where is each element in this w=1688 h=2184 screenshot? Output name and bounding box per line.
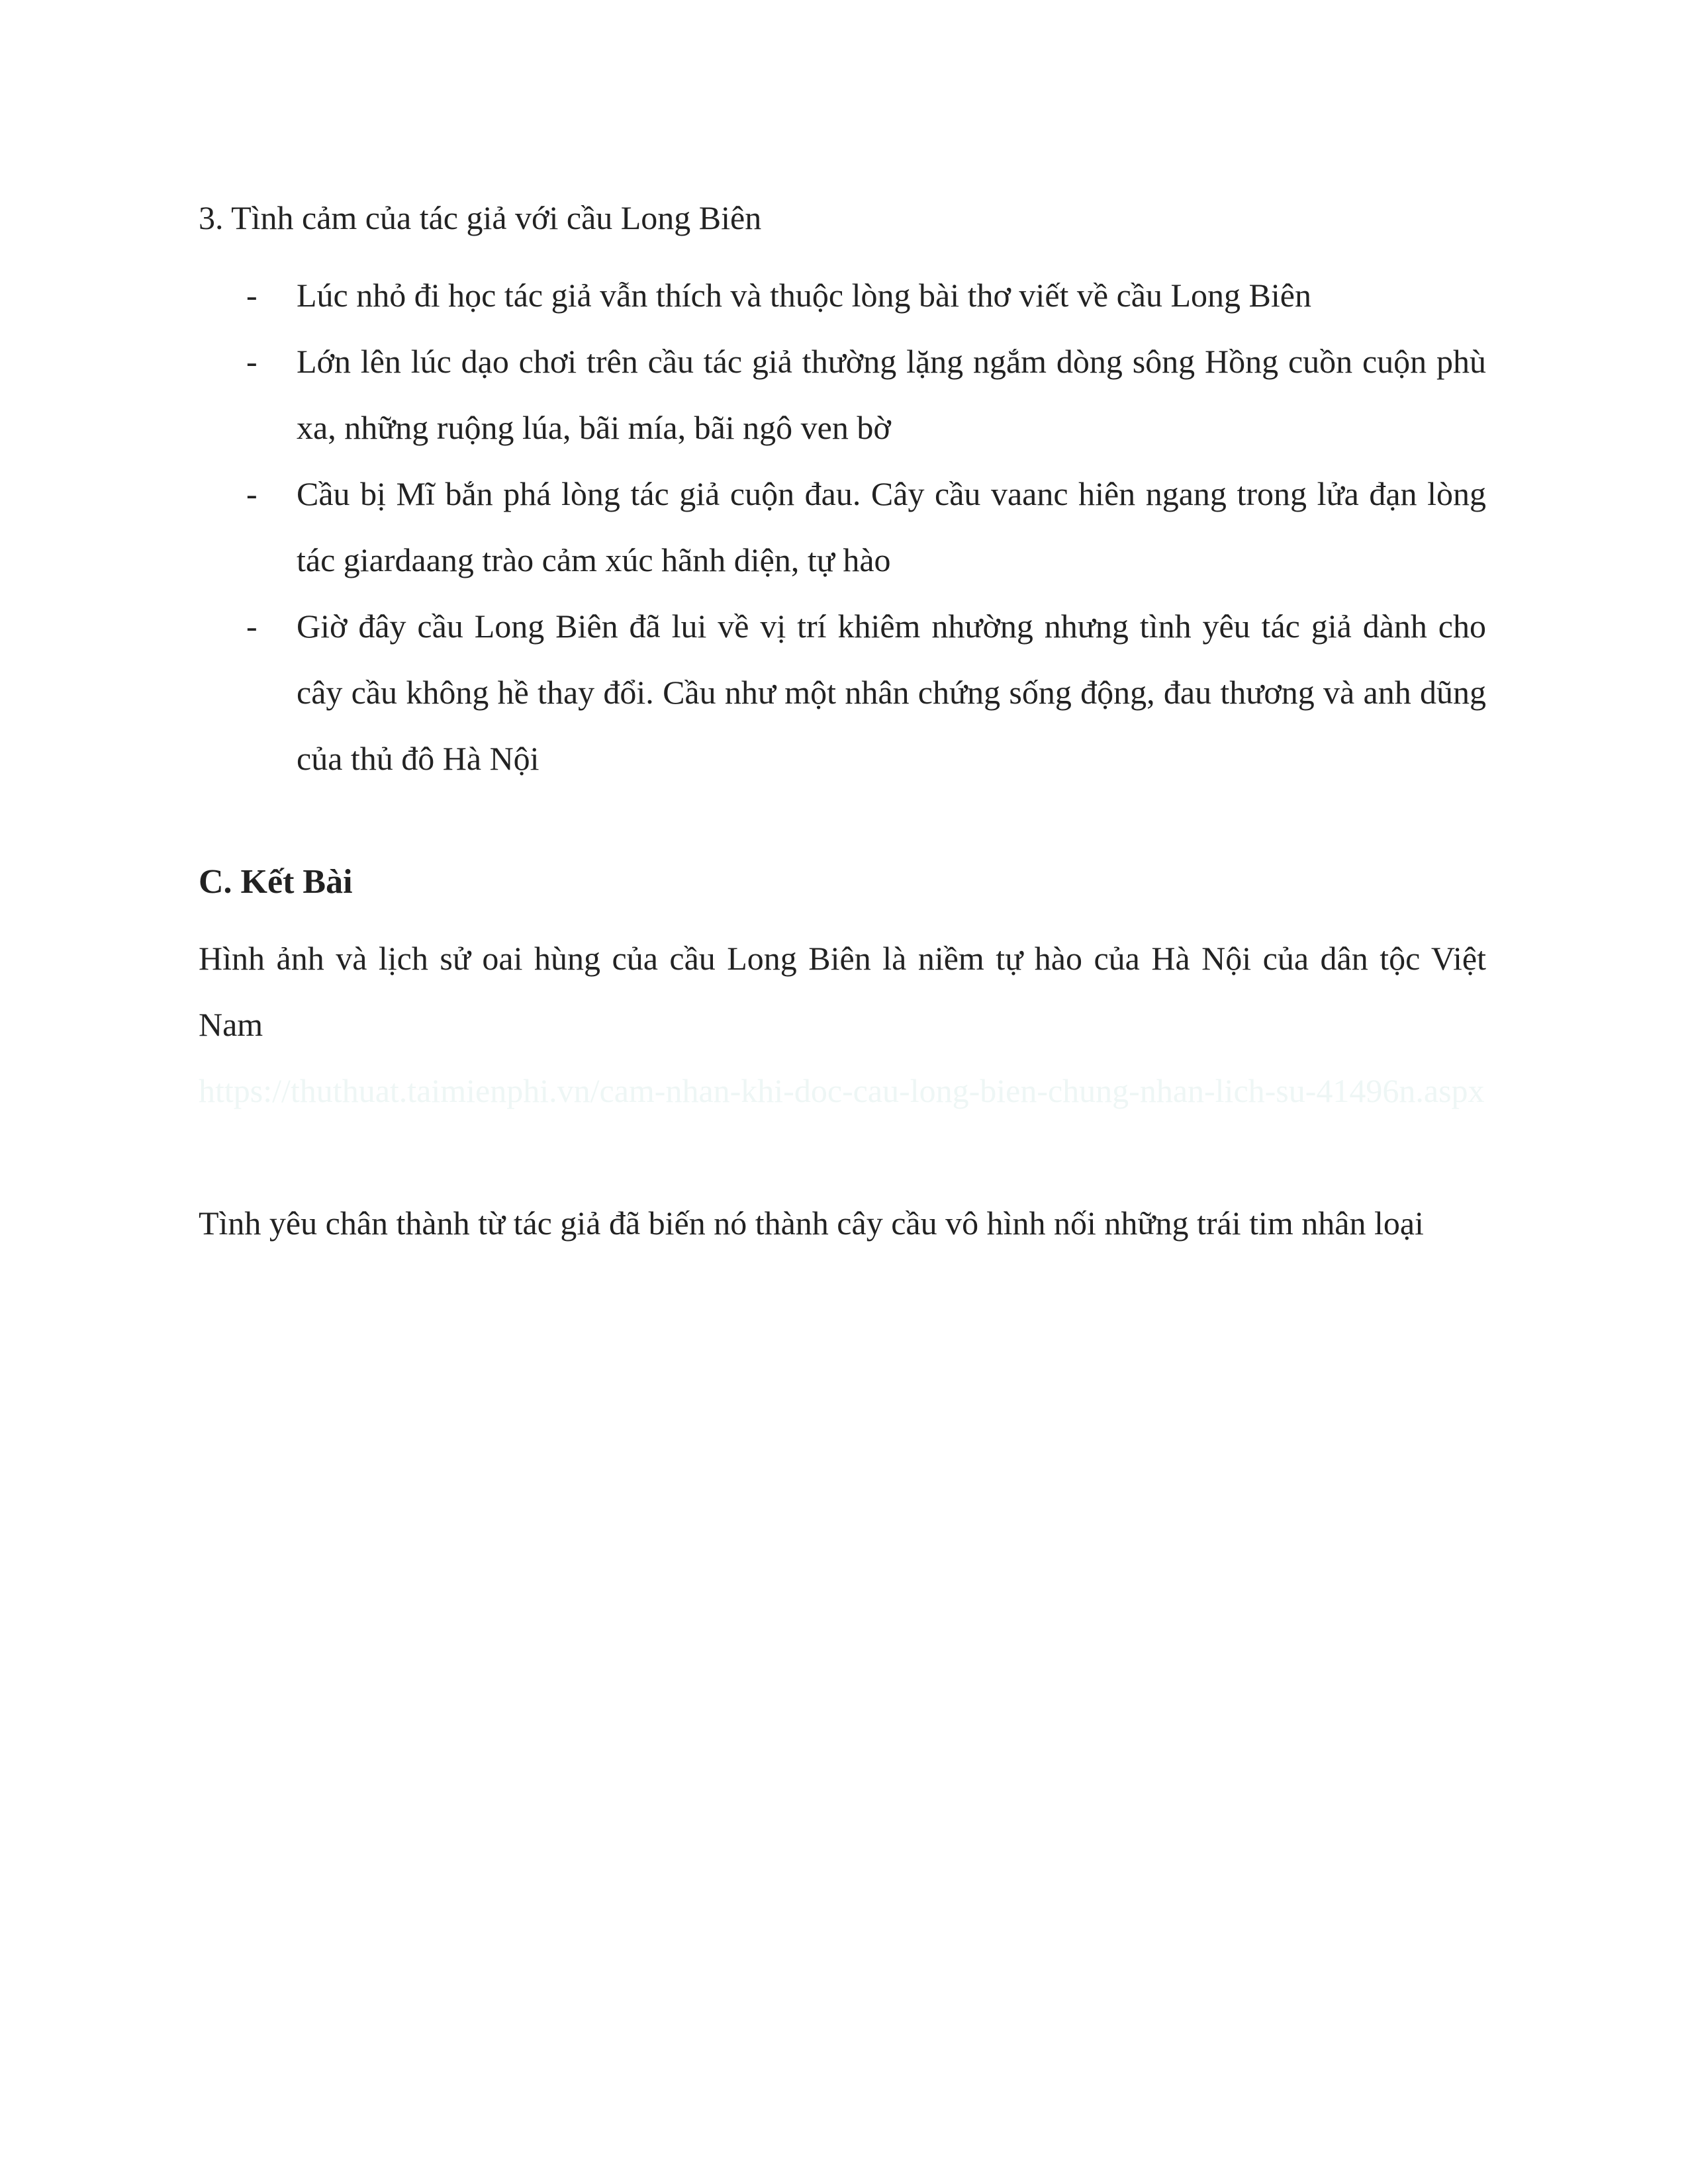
- document-page: [199, 0, 1486, 2184]
- list-item: [199, 328, 1486, 461]
- list-item-text: Lớn lên lúc dạo chơi trên cầu tác giả thường lặng ngắm dòng sông Hồng cuồn cuộn phù xa, những ruộng lúa, bãi mía, bãi ngô ven bờ: [297, 343, 1486, 446]
- list-item-text: Giờ đây cầu Long Biên đã lui về vị trí khiêm nhường nhưng tình yêu tác giả dành cho cây cầu không hề thay đổi. Cầu như một nhân chứng sống động, đau thương và anh dũng của thủ đô Hà Nội: [297, 608, 1486, 777]
- list-item: [199, 461, 1486, 593]
- dash-marker: -: [246, 608, 258, 645]
- dash-marker: -: [246, 343, 258, 380]
- section-title: 3. Tình cảm của tác giả với cầu Long Biên: [199, 199, 762, 236]
- list-item-text: Lúc nhỏ đi học tác giả vẫn thích và thuộc lòng bài thơ viết về cầu Long Biên: [297, 277, 1311, 314]
- list-item-text: Cầu bị Mĩ bắn phá lòng tác giả cuộn đau. Cây cầu vaanc hiên ngang trong lửa đạn lòng tác giardaang trào cảm xúc hãnh diện, tự hào: [297, 475, 1486, 578]
- list-item: [199, 593, 1486, 792]
- closing-paragraph: Tình yêu chân thành từ tác giả đã biến nó thành cây cầu vô hình nối những trái tim nhân loại: [199, 1205, 1424, 1242]
- dash-marker: -: [246, 277, 258, 314]
- bullet-list: [199, 262, 1486, 792]
- list-item: [199, 262, 1486, 328]
- conclusion-paragraph: Hình ảnh và lịch sử oai hùng của cầu Long Biên là niềm tự hào của Hà Nội của dân tộc Việt Nam: [199, 940, 1486, 1043]
- watermark-link[interactable]: https://thuthuat.taimienphi.vn/cam-nhan-khi-doc-cau-long-bien-chung-nhan-lich-su-41496n.aspx: [199, 1072, 1485, 1109]
- conclusion-heading: C. Kết Bài: [199, 863, 353, 901]
- dash-marker: -: [246, 475, 258, 512]
